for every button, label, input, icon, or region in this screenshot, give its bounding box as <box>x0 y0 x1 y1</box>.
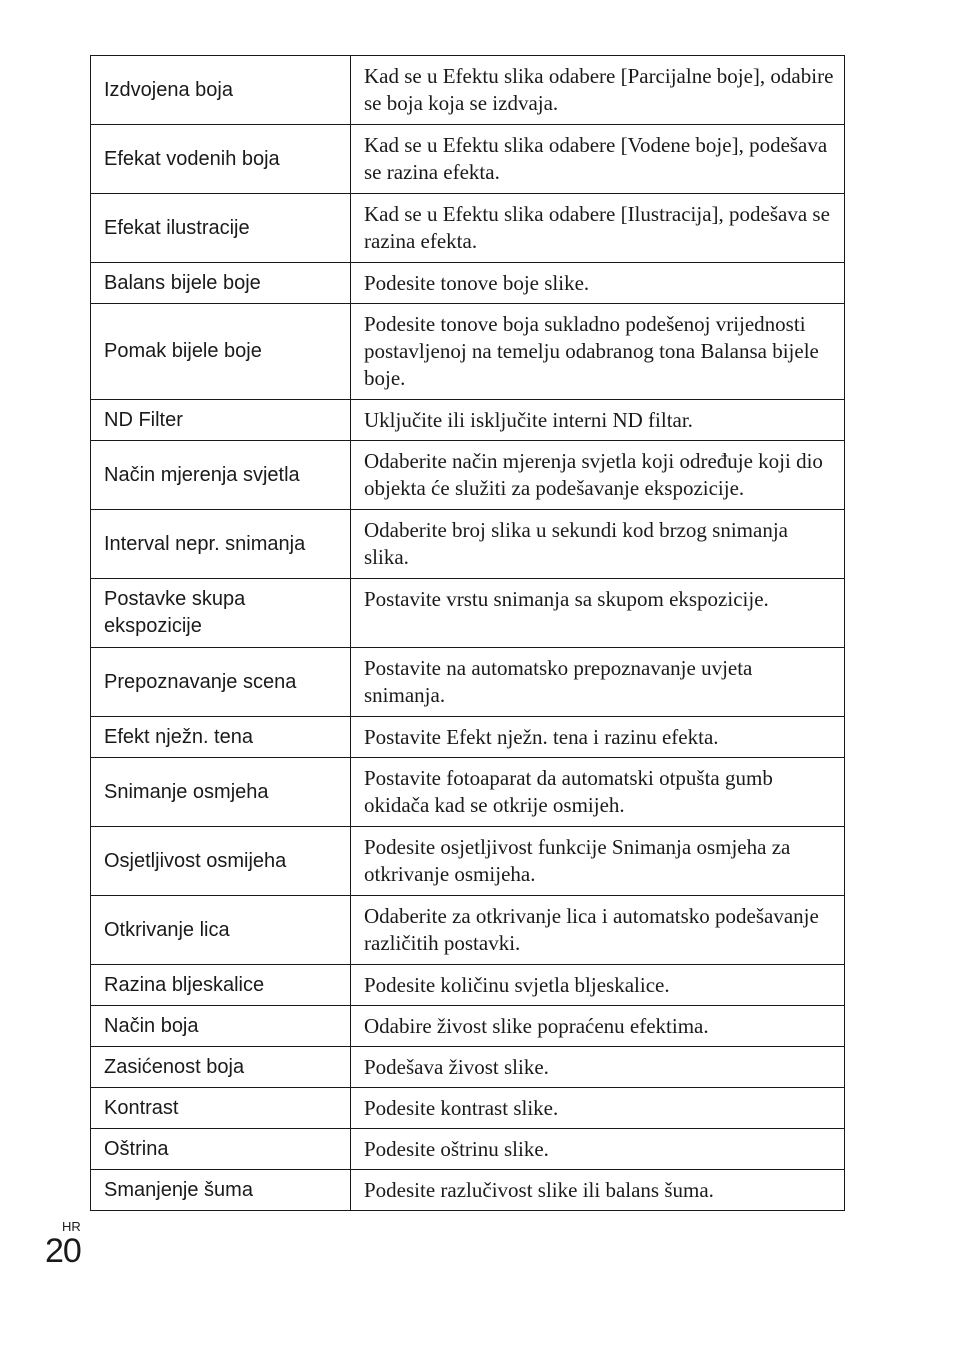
setting-name: Interval nepr. snimanja <box>91 510 351 579</box>
setting-description: Odaberite način mjerenja svjetla koji određuje koji dio objekta će služiti za podešavanje ekspozicije. <box>364 449 823 500</box>
setting-name: Efekat ilustracije <box>91 194 351 263</box>
table-row <box>91 648 845 717</box>
setting-description-cell <box>351 194 845 263</box>
setting-description: Podesite razlučivost slike ili balans šuma. <box>364 1178 714 1202</box>
setting-description: Uključite ili isključite interni ND filtar. <box>364 408 693 432</box>
table-row <box>91 56 845 125</box>
table-row <box>91 1129 845 1170</box>
setting-description-cell <box>351 1088 845 1129</box>
setting-description-cell <box>351 400 845 441</box>
table-row <box>91 896 845 965</box>
setting-description-cell <box>351 579 845 648</box>
setting-description-cell <box>351 441 845 510</box>
setting-description-cell <box>351 1006 845 1047</box>
setting-name: Efekat vodenih boja <box>91 125 351 194</box>
table-row <box>91 717 845 758</box>
setting-description-cell <box>351 1047 845 1088</box>
table-row <box>91 1006 845 1047</box>
page-number: 20 <box>45 1232 81 1270</box>
setting-description: Podesite količinu svjetla bljeskalice. <box>364 973 670 997</box>
setting-description: Kad se u Efektu slika odabere [Parcijalne boje], odabire se boja koja se izdvaja. <box>364 64 834 115</box>
setting-description: Podešava živost slike. <box>364 1055 549 1079</box>
setting-name: Osjetljivost osmijeha <box>91 827 351 896</box>
setting-description-cell <box>351 965 845 1006</box>
setting-description: Odaberite za otkrivanje lica i automatsko podešavanje različitih postavki. <box>364 904 819 955</box>
setting-description-cell <box>351 510 845 579</box>
setting-name: Oštrina <box>91 1129 351 1170</box>
setting-name: Kontrast <box>91 1088 351 1129</box>
setting-description: Podesite tonove boje slike. <box>364 271 590 295</box>
setting-name: Pomak bijele boje <box>91 304 351 400</box>
table-row <box>91 400 845 441</box>
table-row <box>91 125 845 194</box>
table-row <box>91 758 845 827</box>
setting-name: Razina bljeskalice <box>91 965 351 1006</box>
setting-description-cell <box>351 758 845 827</box>
setting-name: Zasićenost boja <box>91 1047 351 1088</box>
setting-name: Prepoznavanje scena <box>91 648 351 717</box>
setting-description-cell <box>351 827 845 896</box>
setting-description-cell <box>351 263 845 304</box>
setting-description: Kad se u Efektu slika odabere [Ilustracija], podešava se razina efekta. <box>364 202 830 253</box>
table-row <box>91 827 845 896</box>
setting-name: Smanjenje šuma <box>91 1170 351 1211</box>
table-row <box>91 441 845 510</box>
setting-name: Postavke skupa ekspozicije <box>91 579 351 648</box>
setting-description: Postavite vrstu snimanja sa skupom ekspozicije. <box>364 587 769 611</box>
setting-description: Podesite oštrinu slike. <box>364 1137 549 1161</box>
table-row <box>91 1170 845 1211</box>
setting-description-cell <box>351 56 845 125</box>
table-row <box>91 1047 845 1088</box>
setting-description-cell <box>351 125 845 194</box>
setting-description-cell <box>351 1129 845 1170</box>
setting-name: Snimanje osmjeha <box>91 758 351 827</box>
setting-description: Podesite tonove boja sukladno podešenoj vrijednosti postavljenoj na temelju odabranog tona Balansa bijele boje. <box>364 312 819 390</box>
setting-description-cell <box>351 1170 845 1211</box>
setting-description: Odaberite broj slika u sekundi kod brzog snimanja slika. <box>364 518 788 569</box>
setting-name: Izdvojena boja <box>91 56 351 125</box>
setting-name: Način boja <box>91 1006 351 1047</box>
setting-name: Način mjerenja svjetla <box>91 441 351 510</box>
setting-name: Efekt nježn. tena <box>91 717 351 758</box>
setting-description: Postavite fotoaparat da automatski otpušta gumb okidača kad se otkrije osmijeh. <box>364 766 773 817</box>
setting-description: Podesite kontrast slike. <box>364 1096 559 1120</box>
setting-description-cell <box>351 896 845 965</box>
language-label: HR <box>62 1219 81 1234</box>
setting-description: Podesite osjetljivost funkcije Snimanja osmjeha za otkrivanje osmijeha. <box>364 835 791 886</box>
settings-table-container <box>90 55 845 1211</box>
table-row <box>91 1088 845 1129</box>
setting-description-cell <box>351 304 845 400</box>
table-row <box>91 304 845 400</box>
settings-table <box>90 55 845 1211</box>
table-row <box>91 579 845 648</box>
setting-description-cell <box>351 717 845 758</box>
setting-name: ND Filter <box>91 400 351 441</box>
setting-name: Otkrivanje lica <box>91 896 351 965</box>
table-row <box>91 194 845 263</box>
setting-name: Balans bijele boje <box>91 263 351 304</box>
setting-description: Postavite Efekt nježn. tena i razinu efekta. <box>364 725 719 749</box>
table-row <box>91 510 845 579</box>
setting-description: Odabire živost slike popraćenu efektima. <box>364 1014 709 1038</box>
table-row <box>91 263 845 304</box>
table-row <box>91 965 845 1006</box>
setting-description: Kad se u Efektu slika odabere [Vodene boje], podešava se razina efekta. <box>364 133 828 184</box>
setting-description-cell <box>351 648 845 717</box>
setting-description: Postavite na automatsko prepoznavanje uvjeta snimanja. <box>364 656 753 707</box>
